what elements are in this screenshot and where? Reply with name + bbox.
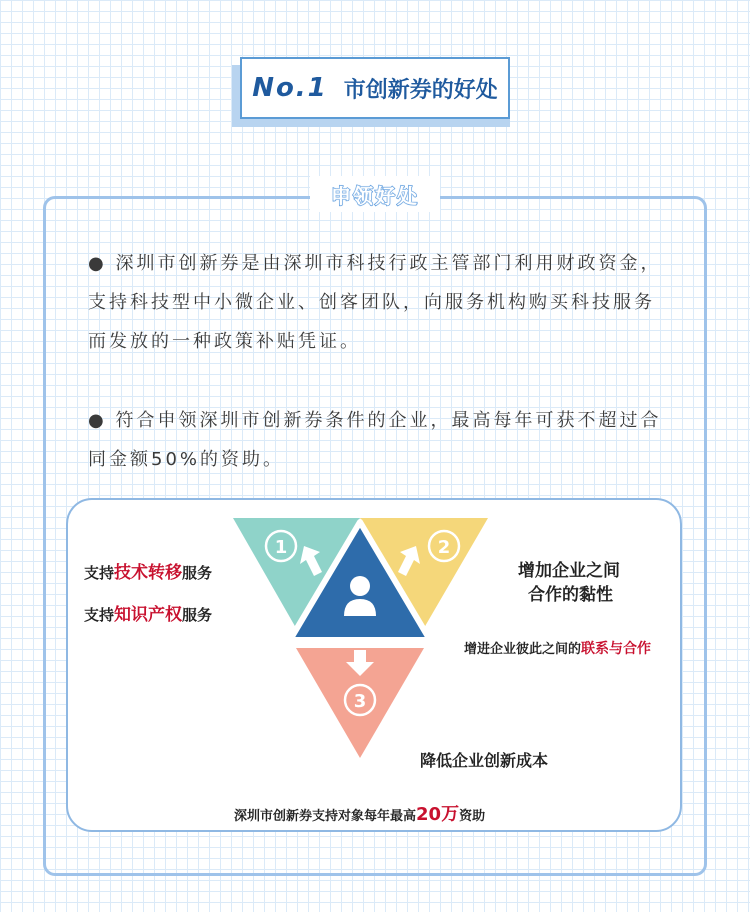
paragraph-2 — [88, 401, 668, 479]
left-item-2-prefix: 支持 — [84, 606, 115, 624]
bullet-icon: ● — [88, 253, 107, 274]
right-subtext-prefix: 增进企业彼此之间的 — [464, 642, 582, 657]
left-item-1-highlight: 技术转移 — [114, 563, 183, 583]
section-number: No.1 — [252, 73, 328, 103]
number-1: 1 — [274, 537, 288, 558]
right-subtext — [464, 638, 651, 658]
number-3: 3 — [353, 691, 367, 712]
cost-reduction-label: 降低企业创新成本 — [420, 751, 549, 770]
title-box — [240, 57, 510, 119]
left-item-2 — [84, 600, 212, 625]
left-item-2-suffix: 服务 — [182, 606, 213, 624]
footer-prefix: 深圳市创新券支持对象每年最高 — [234, 809, 417, 824]
benefits-diagram — [66, 498, 682, 832]
number-2: 2 — [437, 537, 451, 558]
paragraph-2-text: 符合申领深圳市创新券条件的企业，最高每年可获不超过合同金额50%的资助。 — [88, 410, 662, 470]
right-title-line-1: 增加企业之间 — [518, 561, 620, 581]
paragraph-1 — [88, 244, 668, 361]
triangle-graphic — [68, 500, 684, 834]
bullet-icon: ● — [88, 410, 107, 431]
footer-note — [234, 800, 485, 826]
right-subtext-highlight: 联系与合作 — [581, 641, 652, 657]
card-label-text: 申领好处 — [331, 183, 419, 208]
left-item-1-prefix: 支持 — [84, 564, 115, 582]
footer-highlight: 20万 — [416, 804, 460, 825]
right-title-line-2: 合作的黏性 — [528, 585, 613, 605]
paragraph-1-text: 深圳市创新券是由深圳市科技行政主管部门利用财政资金，支持科技型中小微企业、创客团队，向服务机构购买科技服务而发放的一种政策补贴凭证。 — [88, 253, 662, 352]
footer-suffix: 资助 — [459, 809, 486, 824]
left-item-1-suffix: 服务 — [182, 564, 213, 582]
left-item-1 — [84, 558, 212, 583]
section-title: 市创新券的好处 — [343, 77, 498, 103]
section-title-block — [232, 57, 518, 127]
card-label — [310, 176, 440, 212]
left-item-2-highlight: 知识产权 — [114, 605, 183, 625]
